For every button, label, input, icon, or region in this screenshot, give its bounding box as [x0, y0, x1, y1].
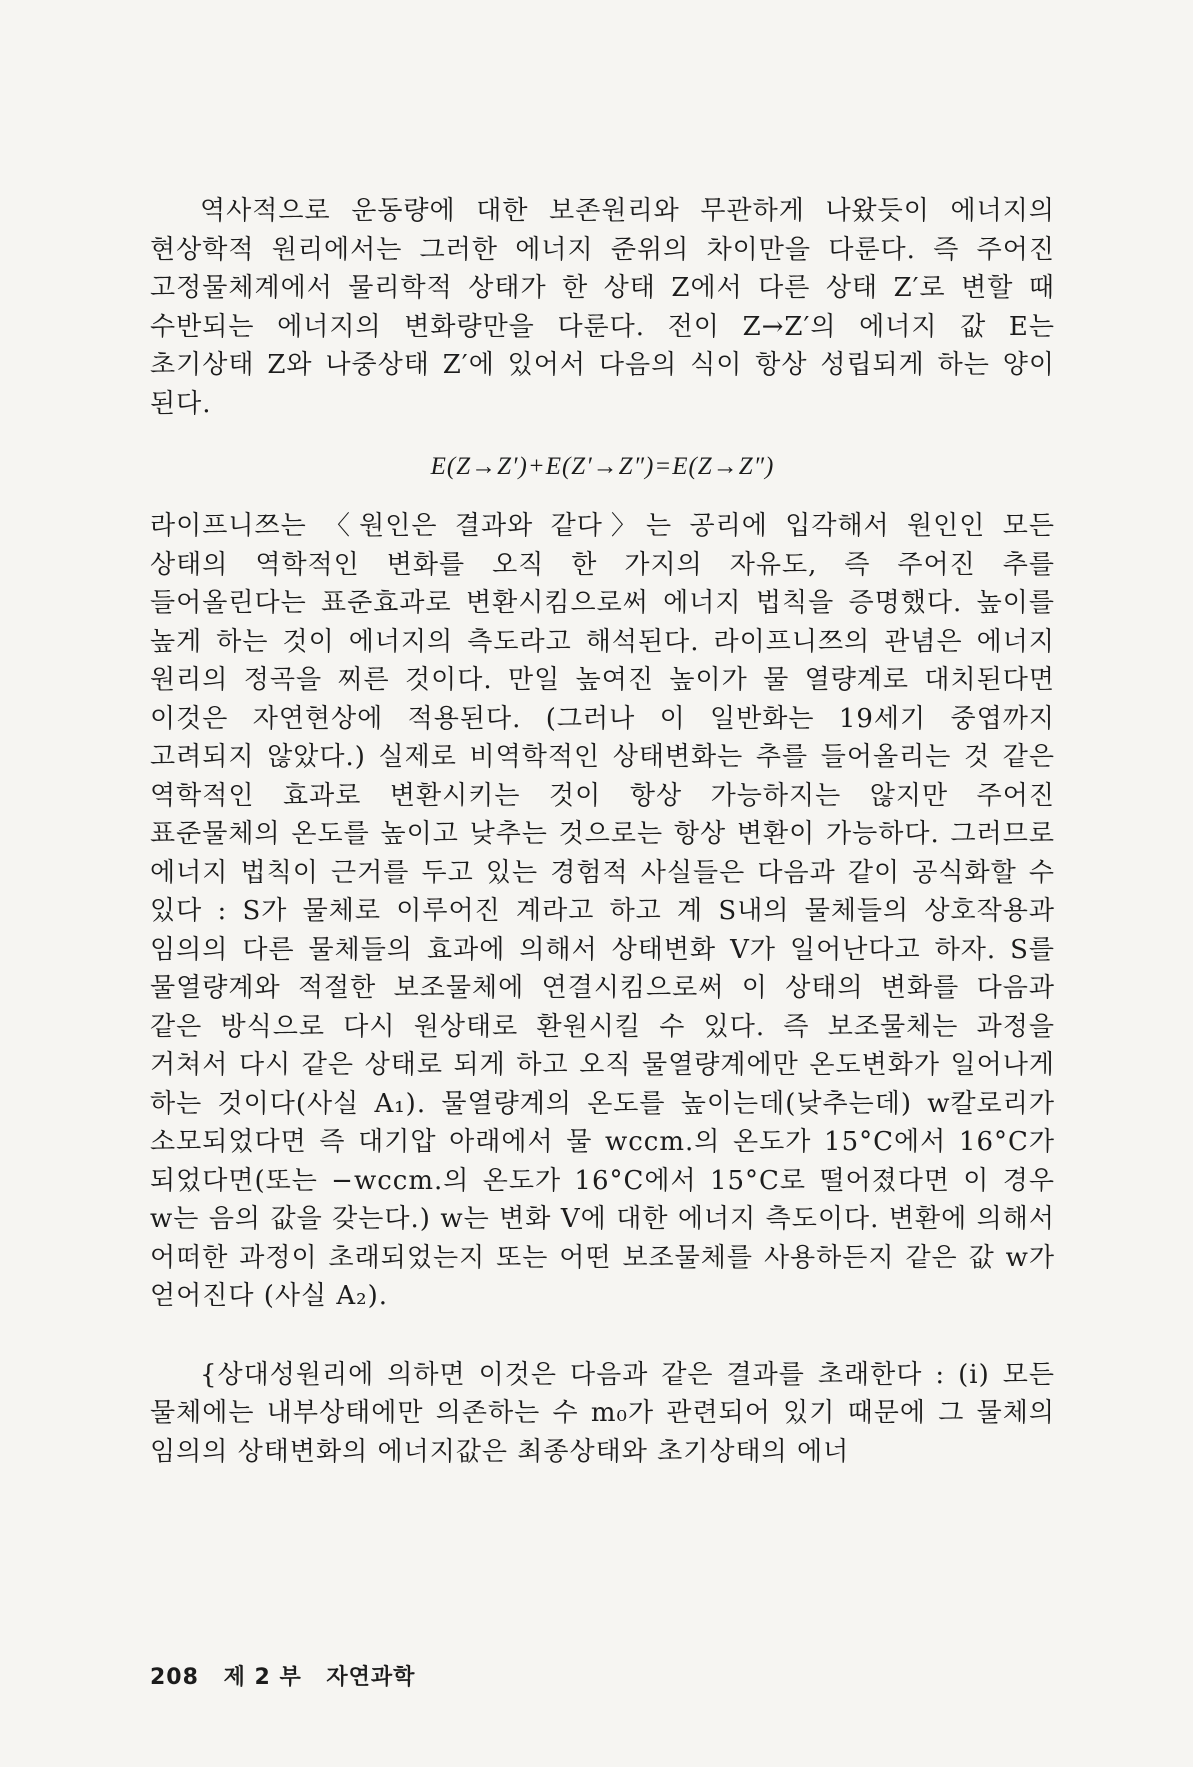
section-label: 자연과학	[326, 1665, 416, 1690]
page-footer	[150, 1660, 431, 1691]
body-text	[150, 192, 1055, 1471]
paragraph-3: {상대성원리에 의하면 이것은 다음과 같은 결과를 초래한다 : (i) 모든 물체에는 내부상태에만 의존하는 수 m₀가 관련되어 있기 때문에 그 물체의 임의의 상태변화의 에너지값은 최종상태와 초기상태의 에너	[150, 1359, 1055, 1467]
paragraph-1: 역사적으로 운동량에 대한 보존원리와 무관하게 나왔듯이 에너지의 현상학적 원리에서는 그러한 에너지 준위의 차이만을 다룬다. 즉 주어진 고정물체계에서 물리학적 상태가 한 상태 Z에서 다른 상태 Z′로 변할 때 수반되는 에너지의 변화량만을 다룬다. 전이 Z→Z′의 에너지 값 E는 초기상태 Z와 나중상태 Z′에 있어서 다음의 식이 항상 성립되게 하는 양이 된다.	[150, 196, 1055, 419]
part-label: 제 2 부	[223, 1665, 302, 1690]
paragraph-2: 라이프니쯔는 〈원인은 결과와 같다〉는 공리에 입각해서 원인인 모든 상태의 역학적인 변화를 오직 한 가지의 자유도, 즉 주어진 추를 들어올린다는 표준효과로 변환시킴으로써 에너지 법칙을 증명했다. 높이를 높게 하는 것이 에너지의 측도라고 해석된다. 라이프니쯔의 관념은 에너지 원리의 정곡을 찌른 것이다. 만일 높여진 높이가 물 열량계로 대치된다면 이것은 자연현상에 적용된다. (그러나 이 일반화는 19세기 중엽까지 고려되지 않았다.) 실제로 비역학적인 상태변화는 추를 들어올리는 것 같은 역학적인 효과로 변환시키는 것이 항상 가능하지는 않지만 주어진 표준물체의 온도를 높이고 낮추는 것으로는 항상 변환이 가능하다. 그러므로 에너지 법칙이 근거를 두고 있는 경험적 사실들은 다음과 같이 공식화할 수 있다 : S가 물체로 이루어진 계라고 하고 계 S내의 물체들의 상호작용과 임의의 다른 물체들의 효과에 의해서 상태변화 V가 일어난다고 하자. S를 물열량계와 적절한 보조물체에 연결시킴으로써 이 상태의 변화를 다음과 같은 방식으로 다시 원상태로 환원시킬 수 있다. 즉 보조물체는 과정을 거쳐서 다시 같은 상태로 되게 하고 오직 물열량계에만 온도변화가 일어나게 하는 것이다(사실 A₁). 물열량계의 온도를 높이는데(낮추는데) w칼로리가 소모되었다면 즉 대기압 아래에서 물 wccm.의 온도가 15°C에서 16°C가 되었다면(또는 −wccm.의 온도가 16°C에서 15°C로 떨어졌다면 이 경우 w는 음의 값을 갖는다.) w는 변화 V에 대한 에너지 측도이다. 변환에 의해서 어떠한 과정이 초래되었는지 또는 어떤 보조물체를 사용하든지 같은 값 w가 얻어진다 (사실 A₂).	[150, 511, 1055, 1311]
page-number: 208	[150, 1665, 199, 1690]
equation: E(Z→Z′)+E(Z′→Z″)=E(Z→Z″)	[430, 453, 775, 480]
